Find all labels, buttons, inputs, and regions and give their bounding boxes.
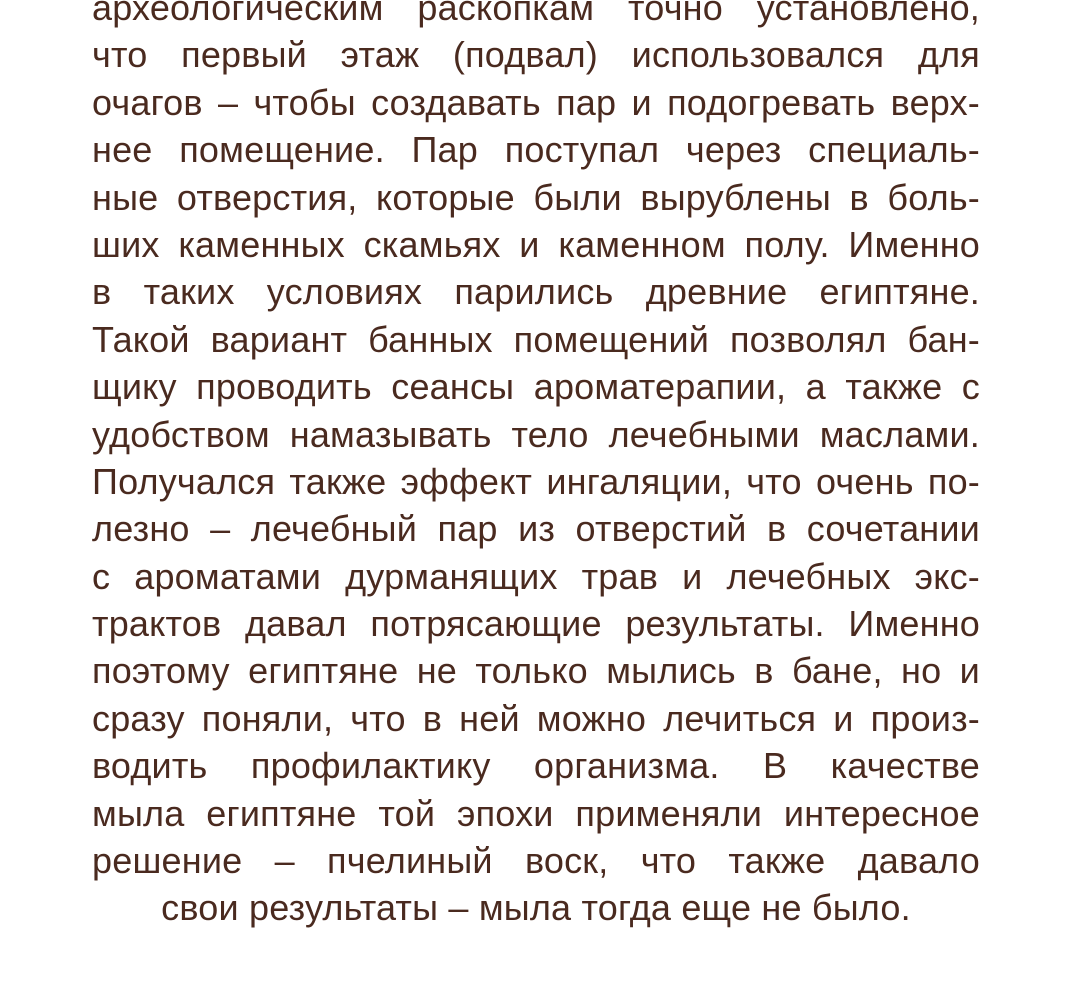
text-line-last: свои результаты – мыла тогда еще не было. [161, 887, 911, 929]
text-line: археологическим раскопкам точно установлено, [92, 0, 980, 28]
text-line: решение – пчелиный воск, что также давало [92, 840, 980, 882]
text-line: щику проводить сеансы ароматерапии, а также с [92, 366, 980, 408]
text-line: что первый этаж (подвал) использовался для [92, 34, 980, 76]
text-line: ших каменных скамьях и каменном полу. Именно [92, 223, 980, 265]
text-line: водить профилактику организма. В качестве [92, 745, 980, 787]
text-line: поэтому египтяне не только мылись в бане, но и [92, 650, 980, 692]
text-line: с ароматами дурманящих трав и лечебных экс- [92, 555, 980, 597]
text-line: Получался также эффект ингаляции, что очень по- [92, 460, 980, 502]
text-line: нее помещение. Пар поступал через специаль- [92, 129, 980, 171]
text-line: удобством намазывать тело лечебными маслами. [92, 413, 980, 455]
text-line: мыла египтяне той эпохи применяли интересное [92, 792, 980, 834]
text-line: ные отверстия, которые были вырублены в боль- [92, 176, 980, 218]
text-line: в таких условиях парились древние египтяне. [92, 271, 980, 313]
text-line: Такой вариант банных помещений позволял бан- [92, 318, 980, 360]
body-text [92, 0, 980, 932]
text-line: сразу поняли, что в ней можно лечиться и произ- [92, 697, 980, 739]
text-line: трактов давал потрясающие результаты. Именно [92, 603, 980, 645]
text-line: лезно – лечебный пар из отверстий в сочетании [92, 508, 980, 550]
text-line: очагов – чтобы создавать пар и подогревать верх- [92, 81, 980, 123]
